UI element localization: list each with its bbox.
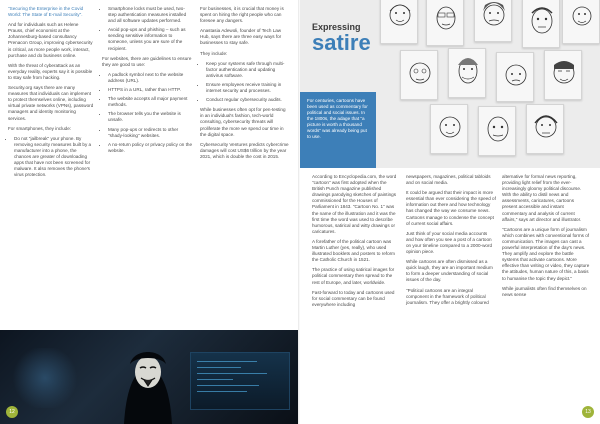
portrait-sketch	[400, 50, 438, 100]
paragraph: Cybersecurity Ventures predicts cybercrime damages will cost US$6 trillion by the year 2021, which is double the cost in 2015.	[200, 141, 289, 159]
title-line-2: satire	[312, 30, 371, 55]
portrait-sketch	[448, 48, 486, 98]
list-item: • Many pop-ups or redirects to other "shady-looking" websites.	[108, 127, 192, 139]
portrait-sketch	[474, 0, 512, 42]
list-item: • HTTPS in a URL, rather than HTTP.	[108, 87, 192, 93]
portrait-sketch	[562, 0, 600, 44]
paragraph: alternative for formal news reporting, providing light relief from the ever-increasingly gloomy political discourse. With the ability to distil news and assessments, caricatures, cartoons present accessible and instant commentary and analysis of current affairs," says art director and illustrator.	[502, 174, 582, 222]
list-item: • Smartphone locks must be used, two-step authentication measures installed and all software updates performed.	[108, 6, 192, 24]
left-column-2	[102, 6, 192, 158]
monitor-screen	[190, 352, 290, 410]
list-item: • The website accepts all major payment methods.	[108, 96, 192, 108]
list-item: • Ensure employees receive training in internet security and processes.	[206, 82, 290, 94]
portrait-sketch	[526, 104, 564, 154]
paragraph: With the threat of cyberattack as an everyday reality, experts say it is possible to stay safe from hacking.	[8, 62, 93, 80]
website-guidelines-list	[108, 72, 192, 154]
left-column-1	[8, 6, 94, 182]
paragraph: A forefather of the political cartoon was Martin Luther (yes, really), who used illustrated booklets and posters to reform the Catholic Church in 1521.	[312, 238, 395, 263]
portrait-sketch	[478, 106, 516, 156]
paragraph: Fast-forward to today and cartoons used for social commentary can be found everywhere including	[312, 289, 395, 307]
article-intro-quote: "Securing the Enterprise in the Covid World: The State of E-mail Security".	[8, 6, 84, 18]
title-line-1: Expressing	[312, 22, 361, 32]
portrait-sketch	[380, 0, 418, 44]
paragraph: And for individuals such as Helene Prauss, chief economist at the Johannesburg-based consultancy Prenacon Group, improving cybersecurity is critical, as more people work, interact, purchase and do business online.	[8, 22, 93, 58]
portrait-sketch	[426, 0, 464, 46]
paragraph: "Cartoons are a unique form of journalism which combines with conventional forms of communication. The images can cast a powerful interpretation of the day's news. They amplify and explore the battle systems that activate cartoons. More effective than writing or video, they capture the attitudes, human nature of this, a basis to humanise the topic they depict."	[502, 226, 590, 281]
list-item: • Keep your systems safe through multi-factor authentication and updating antivirus software.	[206, 61, 290, 79]
paragraph: It could be argued that their impact is more essential than ever considering the speed of information out there and how technology has changed the way we consume news. Cartoons manage to condense the concept of current social affairs.	[406, 190, 496, 226]
right-column-3	[502, 174, 590, 302]
paragraph: Anastasia Adewoli, founder of Tech Law Hub, says there are three easy ways for businesses to stay safe.	[200, 28, 282, 46]
smartphone-tips-list	[14, 136, 94, 179]
portrait-sketch	[544, 50, 582, 100]
paragraph: The practice of using satirical images for political commentary then spread to the rest of Europe, and later, worldwide.	[312, 267, 395, 285]
article-title	[312, 22, 376, 54]
light-glow	[10, 348, 80, 408]
paragraph: They include:	[200, 50, 228, 56]
paragraph: For websites, there are guidelines to ensure they are good to use:	[102, 55, 192, 67]
hacker-photo	[0, 330, 300, 424]
smartphone-tips-list-cont	[108, 6, 192, 52]
left-column-3	[200, 6, 290, 164]
right-column-2	[406, 174, 496, 310]
list-item: • Avoid pop-ups and phishing – such as sending sensitive information to someone, unless you are sure of the recipient.	[108, 27, 192, 51]
paragraph: While cartoons are often dismissed as a quick laugh, they are an important medium to form a deeper understanding of social issues of the day.	[406, 259, 493, 283]
list-item: • Conduct regular cybersecurity audits.	[206, 97, 290, 103]
list-item: • A no-return policy or privacy policy on the website.	[108, 142, 192, 154]
right-page	[300, 0, 600, 424]
business-tips-list	[206, 61, 290, 104]
page-number: 12	[6, 406, 18, 418]
paragraph: For smartphones, they include:	[8, 125, 72, 131]
paragraph: According to Encyclopedia.com, the word "cartoon" was first adopted when the British Punch magazine published drawings parodying sketches of paintings commissioned for the Houses of Parliament in 1843. "Cartoon No. 1" was the name of the illustration and it was the first time the word was used to describe humorous, satirical and witty drawings or caricatures.	[312, 174, 397, 234]
cartoon-header-panel	[300, 0, 600, 168]
right-column-1	[312, 174, 400, 312]
portrait-sketch	[496, 52, 534, 102]
cartoon-portraits	[370, 0, 600, 168]
paragraph: "Political cartoons are an integral component in the framework of political journalism. They offer a brightly coloured	[406, 287, 489, 305]
paragraph: Just think of your social media accounts and how often you see a post of a cartoon on your timeline compared to a 2000-word opinion piece.	[406, 230, 493, 255]
paragraph: For businesses, it is crucial that money is spent on hiring the right people who can foresee any dangers.	[200, 6, 284, 24]
list-item: • A padlock symbol next to the website address (URL).	[108, 72, 192, 84]
paragraph: While businesses often opt for pen-testing in an individual's fashion, tech-world consulting, cybersecurity threats will proliferate the more we spend our time in the digital space.	[200, 107, 286, 137]
list-item: • The browser tells you the website is unsafe.	[108, 111, 192, 123]
paragraph: newspapers, magazines, political tabloids and on social media.	[406, 174, 491, 186]
intro-box: For centuries, cartoons have been used as commentary for political and social issues. In the 1800s, the adage that "a picture is worth a thousand words" was already being put to use.	[300, 92, 376, 168]
paragraph: While journalists often find themselves on news sense	[502, 285, 587, 297]
paragraph: Security.org says there are many measures that individuals can implement to protect themselves online, including virtual private networks (VPNs), password managers and identity monitoring services.	[8, 85, 94, 121]
portrait-sketch	[430, 104, 468, 154]
portrait-sketch	[522, 0, 560, 48]
masked-hacker-figure	[120, 340, 176, 424]
page-number: 13	[582, 406, 594, 418]
list-item: • Do not "jailbreak" your phone. By removing security measures built by a manufacturer into a phone, the chances are greater of downloading apps that have not been screened for malware. It also removes the phone's virus protection.	[14, 136, 94, 179]
